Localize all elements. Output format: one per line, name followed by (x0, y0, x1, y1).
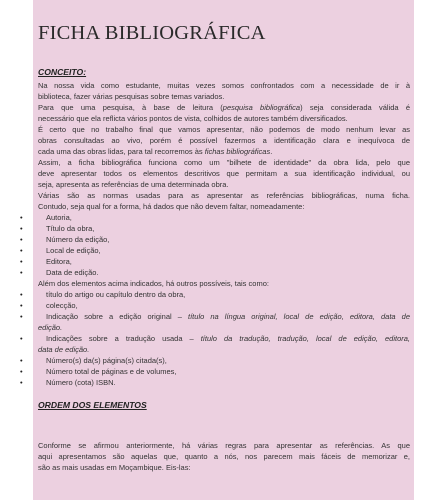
list-item-continuation: edição. (38, 323, 63, 332)
paragraph-line: Na nossa vida como estudante, muitas vezes somos confrontados com a necessidade de ir à (38, 81, 410, 90)
list-item: título do artigo ou capítulo dentro da obra, (46, 290, 186, 299)
list-item: Título da obra, (46, 224, 95, 233)
bullet-icon: • (20, 312, 23, 321)
list-item: Número(s) da(s) página(s) citada(s), (46, 356, 167, 365)
paragraph-line: necessário que ela reflicta vários pontos de vista, colhidos de autores também diversificados. (38, 114, 348, 123)
paragraph-line: É certo que no trabalho final que vamos apresentar, não podemos de modo nenhum levar as (38, 125, 410, 134)
paragraph-line: são as mais usadas em Moçambique. Eis-las: (38, 463, 191, 472)
bullet-icon: • (20, 235, 23, 244)
page-title: FICHA BIBLIOGRÁFICA (38, 22, 266, 44)
paragraph-line: aqui apresentamos são aquelas que, quanto a nós, nos parecem mais fáceis de memorizar e, (38, 452, 410, 461)
list-item: Número total de páginas e de volumes, (46, 367, 177, 376)
paragraph-line: deve apresentar todos os elementos descritivos que permitam a sua identificação individual, ou (38, 169, 410, 178)
list-item: Data de edição. (46, 268, 99, 277)
list-item-continuation: data de edição. (38, 345, 90, 354)
list-item: Indicações sobre a tradução usada – título da tradução, tradução, local de edição, editora, (46, 334, 410, 343)
bullet-icon: • (20, 224, 23, 233)
bullet-icon: • (20, 257, 23, 266)
section-heading-conceito: CONCEITO: (38, 67, 87, 77)
paragraph-line: biblioteca, fazer várias pesquisas sobre temas variados. (38, 92, 225, 101)
bullet-icon: • (20, 378, 23, 387)
list-item: Indicação sobre a edição original – título na língua original, local de edição, editora, data de (46, 312, 410, 321)
list-item: Número da edição, (46, 235, 110, 244)
paragraph-line: cada uma das obras lidas, para tal recorremos às fichas bibliográficas. (38, 147, 273, 156)
bullet-icon: • (20, 290, 23, 299)
paragraph-line: obras consultadas ao vivo, porém é possível fazermos a identificação clara e inequívoca de (38, 136, 410, 145)
bullet-icon: • (20, 334, 23, 343)
bullet-icon: • (20, 367, 23, 376)
bullet-icon: • (20, 268, 23, 277)
bullet-icon: • (20, 356, 23, 365)
paragraph-line: seja, apresenta as referências de uma determinada obra. (38, 180, 229, 189)
list-item: Editora, (46, 257, 72, 266)
bullet-icon: • (20, 301, 23, 310)
bullet-icon: • (20, 246, 23, 255)
paragraph-line: Várias são as normas usadas para as apresentar as referências bibliográficas, numa ficha. (38, 191, 410, 200)
paragraph-line: Além dos elementos acima indicados, há outros possíveis, tais como: (38, 279, 269, 288)
list-item: colecção, (46, 301, 78, 310)
paragraph-line: Contudo, seja qual for a forma, há dados que não devem faltar, nomeadamente: (38, 202, 305, 211)
bullet-icon: • (20, 213, 23, 222)
list-item: Autoria, (46, 213, 72, 222)
list-item: Local de edição, (46, 246, 101, 255)
list-item: Número (cota) ISBN. (46, 378, 116, 387)
section-heading-ordem: ORDEM DOS ELEMENTOS (38, 400, 147, 410)
paragraph-line: Para que uma pesquisa, à base de leitura (pesquisa bibliográfica) seja considerada válida é (38, 103, 410, 112)
paragraph-line: Conforme se afirmou anteriormente, há várias regras para apresentar as referências. As que (38, 441, 410, 450)
paragraph-line: Assim, a ficha bibliográfica funciona como um "bilhete de identidade" da obra lida, pelo que (38, 158, 410, 167)
